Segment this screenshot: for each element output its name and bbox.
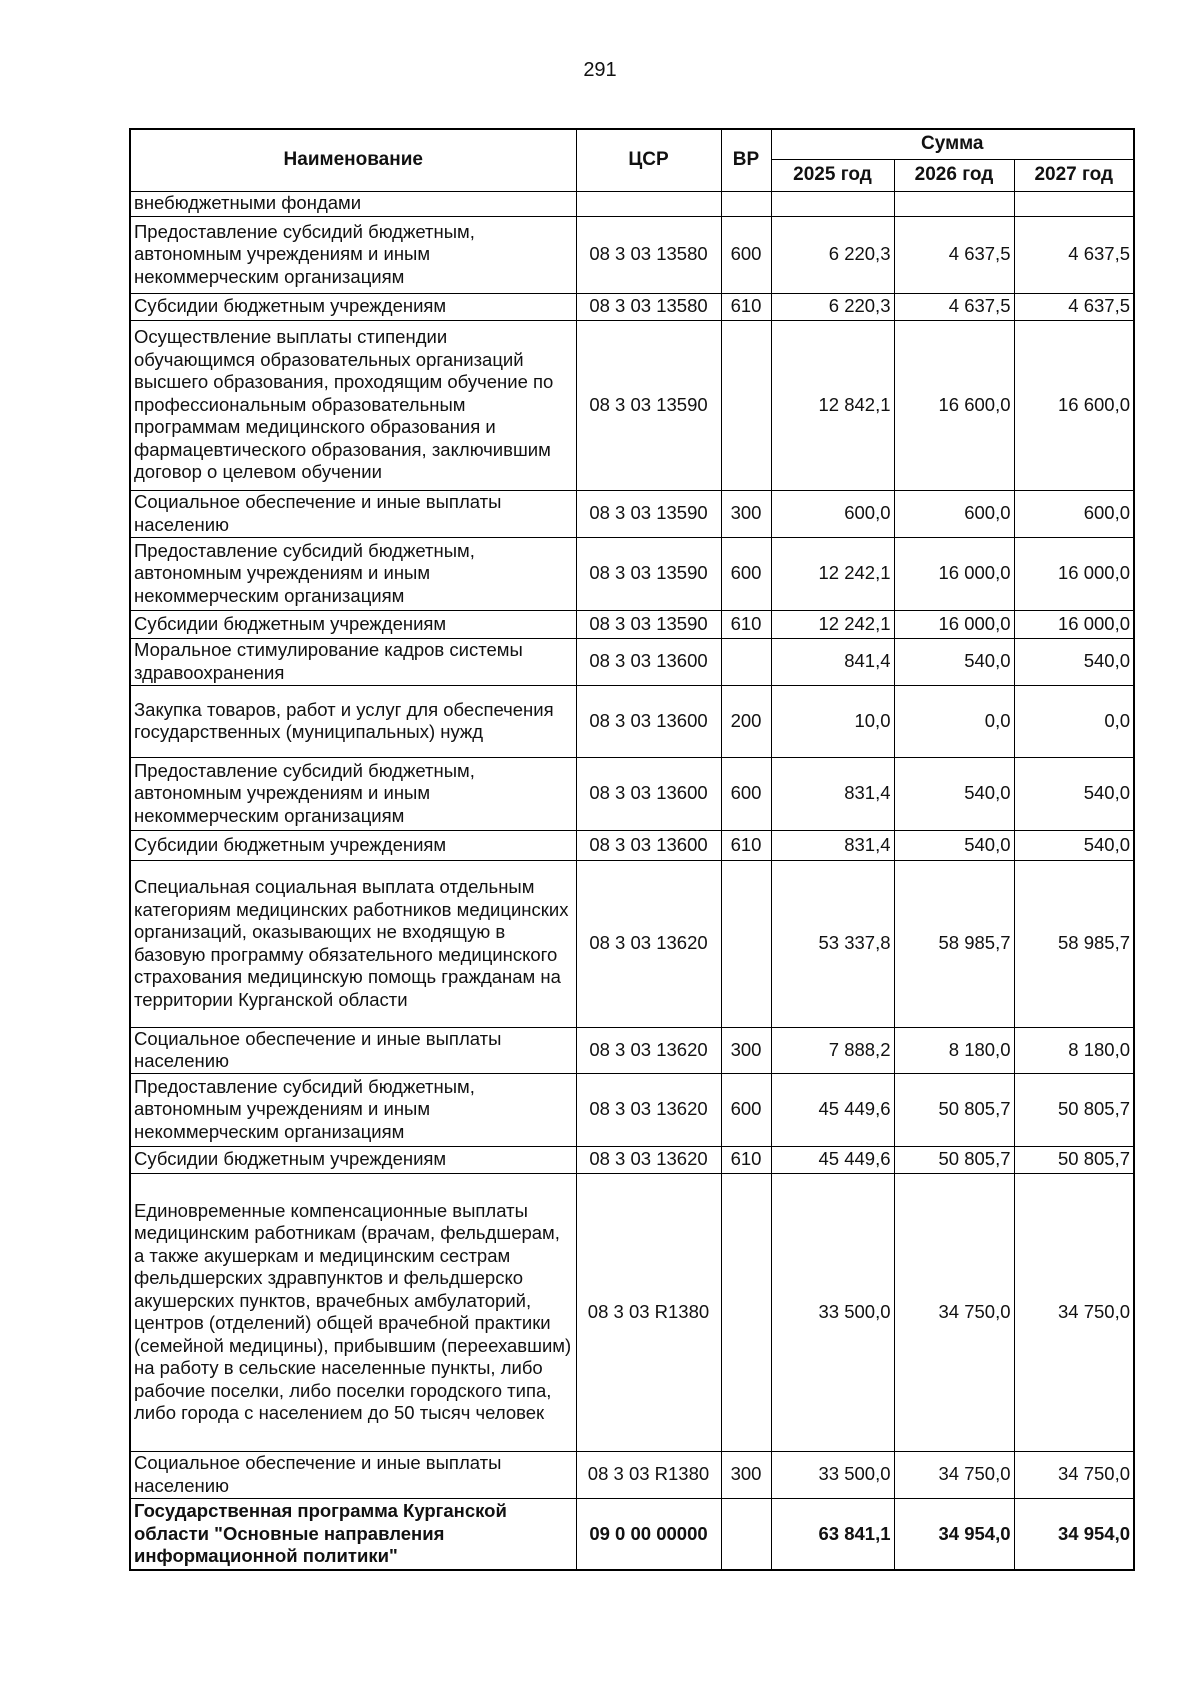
table-row bbox=[130, 757, 1134, 830]
row-vr-cell: 600 bbox=[721, 537, 771, 610]
row-sum-2027-cell: 34 954,0 bbox=[1014, 1498, 1134, 1570]
row-sum-2027-cell: 16 600,0 bbox=[1014, 320, 1134, 490]
row-sum-2025-cell: 53 337,8 bbox=[771, 860, 894, 1027]
row-vr-cell bbox=[721, 860, 771, 1027]
row-sum-2025-cell: 33 500,0 bbox=[771, 1173, 894, 1451]
table-row bbox=[130, 537, 1134, 610]
row-name-cell: Государственная программа Курганской области "Основные направления информационной политики" bbox=[130, 1498, 576, 1570]
row-name-cell: Социальное обеспечение и иные выплаты населению bbox=[130, 490, 576, 537]
row-sum-2026-cell: 540,0 bbox=[894, 638, 1014, 685]
row-sum-2026-cell: 50 805,7 bbox=[894, 1146, 1014, 1173]
table-row bbox=[130, 1451, 1134, 1498]
row-vr-cell: 610 bbox=[721, 610, 771, 638]
row-csr-cell: 08 3 03 13590 bbox=[576, 490, 721, 537]
table-row bbox=[130, 1027, 1134, 1073]
row-sum-2027-cell: 8 180,0 bbox=[1014, 1027, 1134, 1073]
row-sum-2026-cell: 8 180,0 bbox=[894, 1027, 1014, 1073]
row-vr-cell: 610 bbox=[721, 1146, 771, 1173]
row-sum-2027-cell: 540,0 bbox=[1014, 757, 1134, 830]
row-csr-cell: 08 3 03 R1380 bbox=[576, 1451, 721, 1498]
row-sum-2026-cell: 16 000,0 bbox=[894, 610, 1014, 638]
row-sum-2026-cell: 600,0 bbox=[894, 490, 1014, 537]
row-sum-2026-cell: 4 637,5 bbox=[894, 293, 1014, 320]
row-sum-2025-cell: 10,0 bbox=[771, 685, 894, 757]
table-row bbox=[130, 1498, 1134, 1570]
row-sum-2027-cell: 4 637,5 bbox=[1014, 216, 1134, 293]
row-sum-2027-cell: 600,0 bbox=[1014, 490, 1134, 537]
row-sum-2026-cell: 16 600,0 bbox=[894, 320, 1014, 490]
row-sum-2025-cell: 45 449,6 bbox=[771, 1073, 894, 1146]
row-vr-cell: 200 bbox=[721, 685, 771, 757]
row-vr-cell: 300 bbox=[721, 490, 771, 537]
header-csr: ЦСР bbox=[576, 129, 721, 191]
row-name-cell: Социальное обеспечение и иные выплаты населению bbox=[130, 1451, 576, 1498]
row-csr-cell: 08 3 03 13590 bbox=[576, 610, 721, 638]
table-header bbox=[130, 129, 1134, 191]
row-vr-cell bbox=[721, 1173, 771, 1451]
row-csr-cell: 08 3 03 13620 bbox=[576, 1146, 721, 1173]
row-sum-2026-cell: 34 750,0 bbox=[894, 1451, 1014, 1498]
row-sum-2026-cell: 34 750,0 bbox=[894, 1173, 1014, 1451]
row-sum-2027-cell: 540,0 bbox=[1014, 830, 1134, 860]
row-name-cell: Осуществление выплаты стипендии обучающимся образовательных организаций высшего образования, проходящим обучение по профессиональным образовательным программам медицинского образования и фармацевтического образования, заключившим договор о целевом обучении bbox=[130, 320, 576, 490]
header-row bbox=[130, 129, 1134, 159]
row-name-cell: Предоставление субсидий бюджетным, автономным учреждениям и иным некоммерческим организациям bbox=[130, 757, 576, 830]
row-vr-cell: 300 bbox=[721, 1451, 771, 1498]
row-sum-2025-cell: 12 242,1 bbox=[771, 610, 894, 638]
row-sum-2026-cell: 540,0 bbox=[894, 830, 1014, 860]
row-sum-2025-cell: 841,4 bbox=[771, 638, 894, 685]
row-sum-2027-cell: 50 805,7 bbox=[1014, 1073, 1134, 1146]
row-csr-cell: 08 3 03 13590 bbox=[576, 537, 721, 610]
row-sum-2027-cell: 0,0 bbox=[1014, 685, 1134, 757]
row-name-cell: Предоставление субсидий бюджетным, автономным учреждениям и иным некоммерческим организациям bbox=[130, 1073, 576, 1146]
row-sum-2026-cell: 50 805,7 bbox=[894, 1073, 1014, 1146]
row-sum-2026-cell: 0,0 bbox=[894, 685, 1014, 757]
row-name-cell: Субсидии бюджетным учреждениям bbox=[130, 1146, 576, 1173]
row-sum-2027-cell: 34 750,0 bbox=[1014, 1451, 1134, 1498]
row-sum-2025-cell: 12 242,1 bbox=[771, 537, 894, 610]
row-sum-2027-cell: 58 985,7 bbox=[1014, 860, 1134, 1027]
header-name: Наименование bbox=[130, 129, 576, 191]
row-sum-2025-cell: 6 220,3 bbox=[771, 216, 894, 293]
table-row bbox=[130, 1146, 1134, 1173]
table-row bbox=[130, 860, 1134, 1027]
row-csr-cell: 08 3 03 13600 bbox=[576, 757, 721, 830]
row-name-cell: Предоставление субсидий бюджетным, автономным учреждениям и иным некоммерческим организациям bbox=[130, 537, 576, 610]
row-sum-2027-cell: 4 637,5 bbox=[1014, 293, 1134, 320]
row-vr-cell: 600 bbox=[721, 216, 771, 293]
row-csr-cell: 08 3 03 13590 bbox=[576, 320, 721, 490]
header-year-2026: 2026 год bbox=[894, 159, 1014, 191]
row-vr-cell: 300 bbox=[721, 1027, 771, 1073]
row-name-cell: Предоставление субсидий бюджетным, автономным учреждениям и иным некоммерческим организациям bbox=[130, 216, 576, 293]
row-sum-2027-cell: 16 000,0 bbox=[1014, 610, 1134, 638]
row-sum-2025-cell: 6 220,3 bbox=[771, 293, 894, 320]
row-sum-2026-cell bbox=[894, 191, 1014, 216]
row-name-cell: Субсидии бюджетным учреждениям bbox=[130, 830, 576, 860]
table-body bbox=[130, 191, 1134, 1570]
table-row bbox=[130, 293, 1134, 320]
row-vr-cell: 610 bbox=[721, 830, 771, 860]
header-vr: ВР bbox=[721, 129, 771, 191]
header-year-2027: 2027 год bbox=[1014, 159, 1134, 191]
row-sum-2027-cell bbox=[1014, 191, 1134, 216]
row-vr-cell bbox=[721, 320, 771, 490]
row-csr-cell: 08 3 03 13600 bbox=[576, 685, 721, 757]
row-csr-cell bbox=[576, 191, 721, 216]
row-vr-cell bbox=[721, 1498, 771, 1570]
row-vr-cell bbox=[721, 191, 771, 216]
row-sum-2027-cell: 540,0 bbox=[1014, 638, 1134, 685]
row-name-cell: внебюджетными фондами bbox=[130, 191, 576, 216]
row-csr-cell: 09 0 00 00000 bbox=[576, 1498, 721, 1570]
row-sum-2027-cell: 16 000,0 bbox=[1014, 537, 1134, 610]
row-vr-cell: 600 bbox=[721, 1073, 771, 1146]
table-row bbox=[130, 638, 1134, 685]
row-name-cell: Социальное обеспечение и иные выплаты населению bbox=[130, 1027, 576, 1073]
budget-table bbox=[129, 128, 1135, 1571]
row-csr-cell: 08 3 03 13620 bbox=[576, 1027, 721, 1073]
row-name-cell: Субсидии бюджетным учреждениям bbox=[130, 610, 576, 638]
table-row bbox=[130, 830, 1134, 860]
row-csr-cell: 08 3 03 13600 bbox=[576, 830, 721, 860]
row-sum-2025-cell bbox=[771, 191, 894, 216]
row-sum-2026-cell: 16 000,0 bbox=[894, 537, 1014, 610]
row-sum-2025-cell: 12 842,1 bbox=[771, 320, 894, 490]
header-sum: Сумма bbox=[771, 129, 1134, 159]
row-csr-cell: 08 3 03 13620 bbox=[576, 1073, 721, 1146]
row-sum-2025-cell: 33 500,0 bbox=[771, 1451, 894, 1498]
row-sum-2025-cell: 63 841,1 bbox=[771, 1498, 894, 1570]
row-name-cell: Моральное стимулирование кадров системы здравоохранения bbox=[130, 638, 576, 685]
row-csr-cell: 08 3 03 13580 bbox=[576, 293, 721, 320]
row-name-cell: Специальная социальная выплата отдельным категориям медицинских работников медицинских организаций, оказывающих не входящую в базовую программу обязательного медицинского страхования медицинскую помощь гражданам на территории Курганской области bbox=[130, 860, 576, 1027]
row-csr-cell: 08 3 03 13600 bbox=[576, 638, 721, 685]
row-name-cell: Закупка товаров, работ и услуг для обеспечения государственных (муниципальных) нужд bbox=[130, 685, 576, 757]
row-sum-2025-cell: 600,0 bbox=[771, 490, 894, 537]
row-name-cell: Субсидии бюджетным учреждениям bbox=[130, 293, 576, 320]
row-sum-2027-cell: 50 805,7 bbox=[1014, 1146, 1134, 1173]
row-sum-2025-cell: 831,4 bbox=[771, 830, 894, 860]
row-sum-2026-cell: 34 954,0 bbox=[894, 1498, 1014, 1570]
row-csr-cell: 08 3 03 R1380 bbox=[576, 1173, 721, 1451]
row-sum-2025-cell: 45 449,6 bbox=[771, 1146, 894, 1173]
table-row bbox=[130, 320, 1134, 490]
row-sum-2025-cell: 831,4 bbox=[771, 757, 894, 830]
row-csr-cell: 08 3 03 13620 bbox=[576, 860, 721, 1027]
row-sum-2026-cell: 4 637,5 bbox=[894, 216, 1014, 293]
page-number: 291 bbox=[583, 59, 617, 81]
row-sum-2026-cell: 540,0 bbox=[894, 757, 1014, 830]
table-row bbox=[130, 610, 1134, 638]
table-row bbox=[130, 216, 1134, 293]
table-row bbox=[130, 1173, 1134, 1451]
row-sum-2025-cell: 7 888,2 bbox=[771, 1027, 894, 1073]
table-row bbox=[130, 490, 1134, 537]
row-sum-2027-cell: 34 750,0 bbox=[1014, 1173, 1134, 1451]
row-name-cell: Единовременные компенсационные выплаты медицинским работникам (врачам, фельдшерам, а также акушеркам и медицинским сестрам фельдшерских здравпунктов и фельдшерско акушерских пунктов, врачебных амбулаторий, центров (отделений) общей врачебной практики (семейной медицины), прибывшим (переехавшим) на работу в сельские населенные пункты, либо рабочие поселки, либо поселки городского типа, либо города с населением до 50 тысяч человек bbox=[130, 1173, 576, 1451]
row-sum-2026-cell: 58 985,7 bbox=[894, 860, 1014, 1027]
table-row bbox=[130, 685, 1134, 757]
table-row bbox=[130, 1073, 1134, 1146]
table-row bbox=[130, 191, 1134, 216]
header-year-2025: 2025 год bbox=[771, 159, 894, 191]
row-vr-cell bbox=[721, 638, 771, 685]
row-vr-cell: 610 bbox=[721, 293, 771, 320]
row-csr-cell: 08 3 03 13580 bbox=[576, 216, 721, 293]
row-vr-cell: 600 bbox=[721, 757, 771, 830]
